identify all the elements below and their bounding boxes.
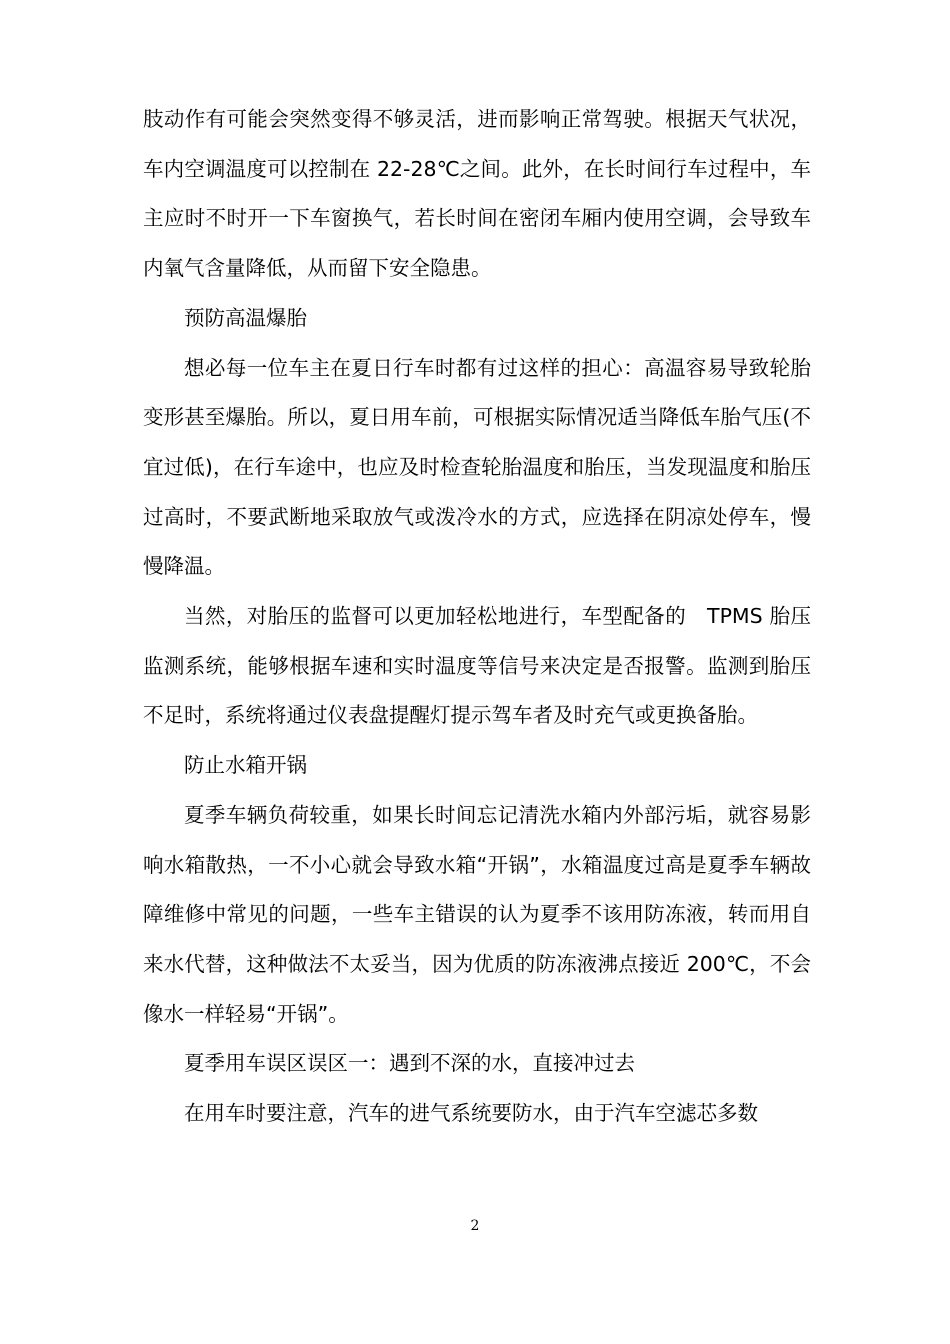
paragraph-radiator: 夏季车辆负荷较重，如果长时间忘记清洗水箱内外部污垢，就容易影响水箱散热，一不小心就会导致水箱“开锅”，水箱温度过高是夏季车辆故障维修中常见的问题，一些车主错误的认为夏季不该用防冻液，转而用自来水代替，这种做法不太妥当，因为优质的防冻液沸点接近 200℃，不会像水一样轻易“开锅”。 xyxy=(143,802,811,1026)
section-heading-radiator: 防止水箱开锅 xyxy=(184,753,307,778)
paragraph-tpms: 当然，对胎压的监督可以更加轻松地进行，车型配备的 TPMS 胎压监测系统，能够根据车速和实时温度等信号来决定是否报警。监测到胎压不足时，系统将通过仪表盘提醒灯提示驾车者及时充气或更换备胎。 xyxy=(143,604,811,728)
paragraph-intake-system: 在用车时要注意，汽车的进气系统要防水，由于汽车空滤芯多数 xyxy=(184,1101,758,1126)
section-heading-misconception: 夏季用车误区误区一：遇到不深的水，直接冲过去 xyxy=(184,1051,635,1076)
paragraph-tire-pressure: 想必每一位车主在夏日行车时都有过这样的担心：高温容易导致轮胎变形甚至爆胎。所以，夏日用车前，可根据实际情况适当降低车胎气压(不宜过低)，在行车途中，也应及时检查轮胎温度和胎压，当发现温度和胎压过高时，不要武断地采取放气或泼冷水的方式，应选择在阴凉处停车，慢慢降温。 xyxy=(143,355,811,579)
page-number: 2 xyxy=(470,1218,480,1234)
document-body xyxy=(143,95,811,1139)
section-heading-tire: 预防高温爆胎 xyxy=(184,305,307,330)
paragraph-continuation: 肢动作有可能会突然变得不够灵活，进而影响正常驾驶。根据天气状况，车内空调温度可以控制在 22-28℃之间。此外，在长时间行车过程中，车主应时不时开一下车窗换气，若长时间在密闭车厢内使用空调，会导致车内氧气含量降低，从而留下安全隐患。 xyxy=(143,107,811,281)
